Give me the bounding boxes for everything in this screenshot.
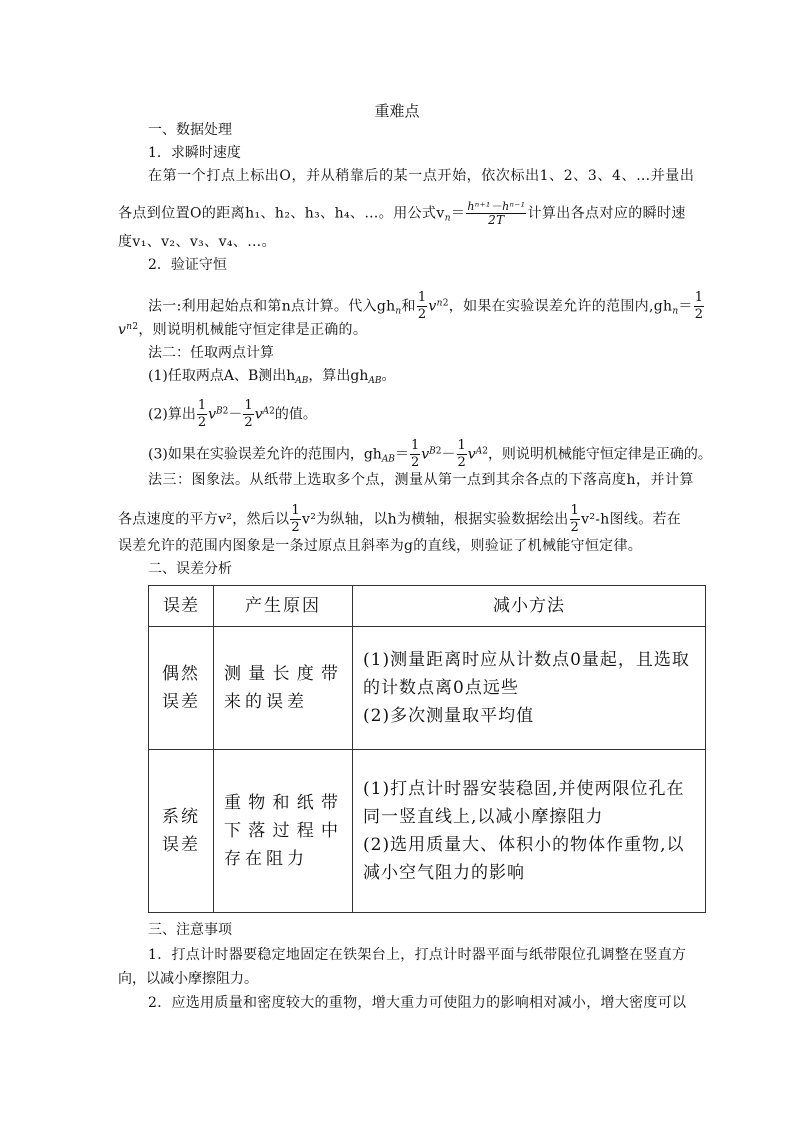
method-2-step-2-text-b: 的值。: [274, 406, 317, 423]
table-cell: 测量长度带来的误差: [214, 627, 353, 750]
paragraph-1-line-1: 在第一个打点上标出O，并从稍靠后的某一点开始，依次标出1、2、3、4、…并量出: [148, 168, 695, 184]
section-2-heading: 二、误差分析: [148, 561, 232, 577]
paragraph-1-line-3: 度v₁、v₂、v₃、v₄、…。: [118, 234, 277, 250]
table-header-cell: 减小方法: [353, 586, 706, 627]
table-row: [149, 750, 706, 913]
velocity-formula-denominator: 2T: [488, 213, 505, 227]
method-1-line-1: 法一:利用起始点和第n点计算。代入$gh_n$和 $\frac{1}{2}$ $v^{n2}$，如果在实验误差允许的范围内$,gh_n=$ $\frac{1}{2}$: [148, 290, 704, 322]
table-cell: (1)打点计时器安装稳固,并使两限位孔在同一竖直线上,以减小摩擦阻力 (2)选用质量大、体积小的物体作重物,以减小空气阻力的影响: [353, 750, 706, 913]
table-header-row: [149, 586, 706, 627]
method-2-step-3-text-b: ，则说明机械能守恒定律是正确的。: [487, 446, 712, 463]
subsection-instant-velocity: 1．求瞬时速度: [148, 145, 241, 161]
table-cell: 偶然误差: [149, 627, 214, 750]
method-2-step-1-text-a: (1)任取两点A、B测出h: [148, 368, 296, 384]
table-cell: 重物和纸带下落过程中存在阻力: [214, 750, 353, 913]
method-1-text-e: ，则说明机械能守恒定律是正确的。: [138, 322, 368, 338]
velocity-formula-numerator: hⁿ⁺¹－hⁿ⁻¹: [467, 200, 526, 213]
subsection-verify-conservation: 2．验证守恒: [148, 257, 227, 273]
method-3-text-a: 各点速度的平方v²，然后以: [118, 511, 290, 528]
paragraph-1-text-a: 各点到位置O的距离h₁、h₂、h₃、h₄、…。用公式v: [118, 205, 445, 222]
method-2-step-2-text-a: (2)算出: [148, 406, 196, 423]
paragraph-1-line-2: 各点到位置O的距离h₁、h₂、h₃、h₄、…。用公式$v_n=$ $\frac{\text{hⁿ⁺¹－hⁿ⁻¹}}{2T}$ 计算出各点对应的瞬时速: [118, 200, 686, 227]
method-2-step-1-text-b: ，算出gh: [308, 368, 369, 384]
method-1-line-2: $v^{n2}$，则说明机械能守恒定律是正确的。: [118, 322, 368, 338]
method-3-text-c: v²-h图线。若在: [581, 511, 682, 528]
table-header-cell: 产生原因: [214, 586, 353, 627]
paragraph-1-text-b: 计算出各点对应的瞬时速: [527, 205, 686, 222]
method-3-line-2: 各点速度的平方v²，然后以 $\frac{1}{2}$ v²为纵轴，以h为横轴，根据实验数据绘出 $\frac{1}{2}$ v²-h图线。若在: [118, 503, 682, 535]
section-1-heading: 一、数据处理: [148, 122, 232, 138]
note-2-line-1: 2．应选用质量和密度较大的重物，增大重力可使阻力的影响相对减小，增大密度可以: [148, 995, 687, 1011]
method-2-step-3: (3)如果在实验误差允许的范围内，$gh_{AB}=$ $\frac{1}{2}$ $v^{B2}-$ $\frac{1}{2}$ $v^{A2}$，则说明机械能守恒定律是正确的。: [148, 438, 712, 470]
method-3-line-3: 误差允许的范围内图象是一条过原点且斜率为g的直线，则验证了机械能守恒定律。: [118, 538, 643, 554]
method-3-text-b: v²为纵轴，以h为横轴，根据实验数据绘出: [302, 511, 569, 528]
table-cell: 系统误差: [149, 750, 214, 913]
method-2-step-1: (1)任取两点A、B测出$h_{AB}$，算出$gh_{AB}$。: [148, 368, 396, 386]
method-3-line-1: 法三：图象法。从纸带上选取多个点，测量从第一点到其余各点的下落高度h，并计算: [148, 472, 695, 488]
page-title: 重难点: [374, 102, 420, 120]
method-2-step-3-text-a: (3)如果在实验误差允许的范围内，gh: [148, 446, 382, 463]
method-2-heading: 法二：任取两点计算: [148, 345, 274, 361]
table-row: [149, 627, 706, 750]
method-1-text-a: 法一:利用起始点和第n点计算。代入gh: [148, 298, 396, 315]
error-analysis-table: [148, 585, 706, 913]
velocity-formula-fraction: [466, 200, 526, 227]
method-1-text-c: ，如果在实验误差允许的范围内,gh: [448, 298, 673, 315]
method-1-text-b: 和: [401, 298, 416, 315]
section-3-heading: 三、注意事项: [148, 922, 232, 938]
note-1-line-1: 1．打点计时器要稳定地固定在铁架台上，打点计时器平面与纸带限位孔调整在竖直方: [148, 947, 687, 963]
table-cell: (1)测量距离时应从计数点0量起，且选取的计数点离0点远些 (2)多次测量取平均值: [353, 627, 706, 750]
method-1-text-d: ＝: [678, 298, 693, 315]
method-2-step-2: (2)算出 $\frac{1}{2}$ $v^{B2}-$ $\frac{1}{2}$ $v^{A2}$的值。: [148, 398, 317, 430]
note-1-line-2: 向，以减小摩擦阻力。: [118, 971, 258, 987]
table-header-cell: 误差: [149, 586, 214, 627]
